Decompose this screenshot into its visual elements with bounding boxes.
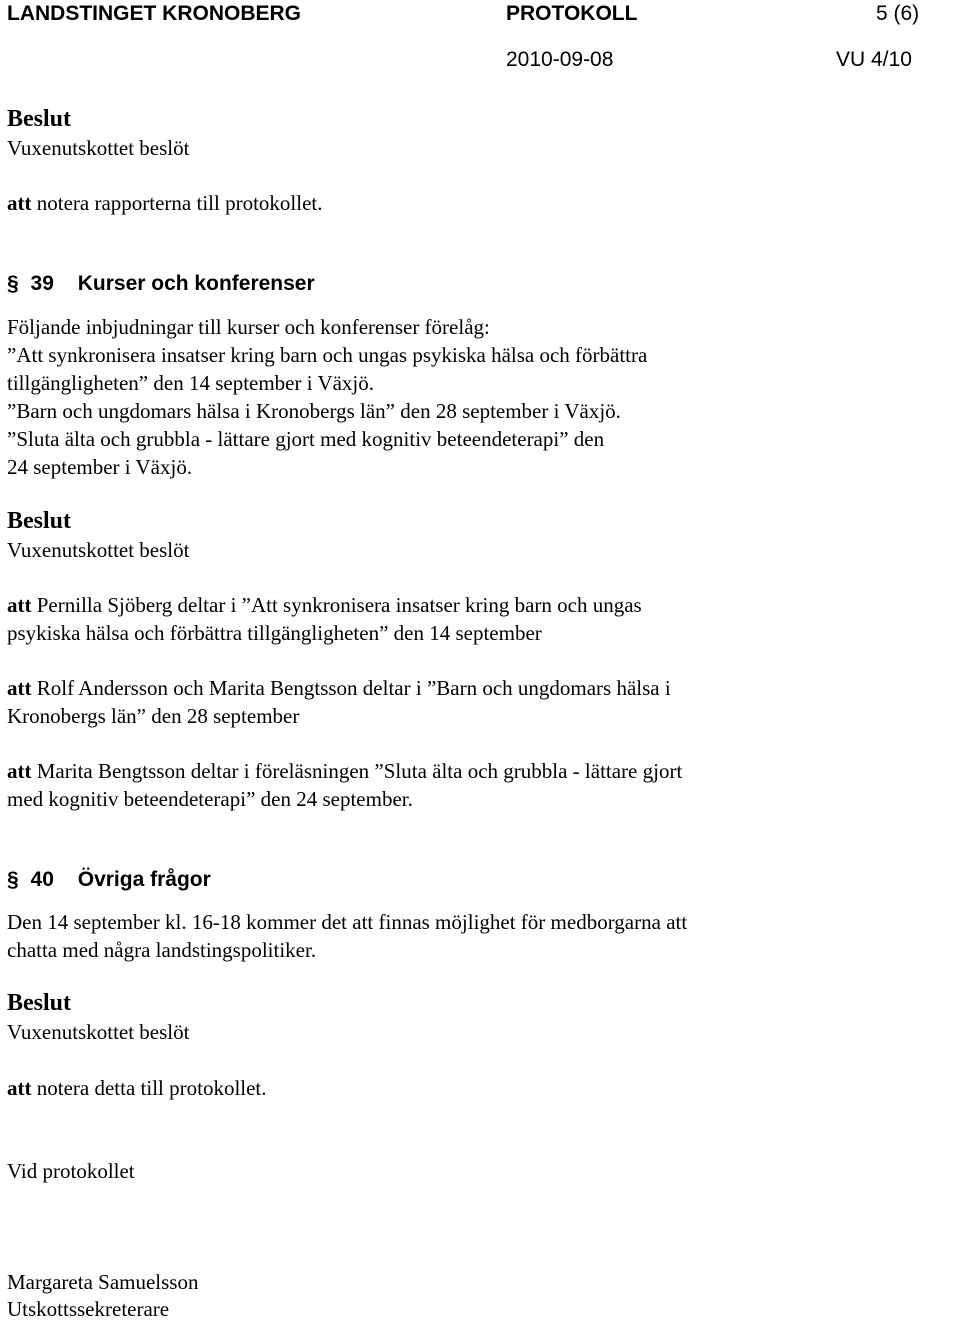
course-line: ”Sluta älta och grubbla - lättare gjort med kognitiv beteendeterapi” den: [7, 427, 605, 451]
decision-text: [7, 189, 323, 217]
decision-line: med kognitiv beteendeterapi” den 24 september.: [7, 787, 413, 811]
decided-by: Vuxenutskottet beslöt: [7, 1020, 190, 1044]
decision-item: [7, 757, 682, 813]
beslut-heading: Beslut: [7, 106, 72, 132]
section-number: 39: [30, 272, 54, 295]
organization-name: LANDSTINGET KRONOBERG: [7, 2, 301, 25]
course-line: ”Barn och ungdomars hälsa i Kronobergs län” den 28 september i Växjö.: [7, 399, 621, 423]
decision-line: psykiska hälsa och förbättra tillgängligheten” den 14 september: [7, 621, 542, 645]
section-39-heading: [7, 272, 315, 296]
text-line: chatta med några landstingspolitiker.: [7, 938, 317, 962]
decision-item: [7, 591, 642, 647]
document-reference: VU 4/10: [836, 48, 912, 71]
decided-by: Vuxenutskottet beslöt: [7, 136, 190, 160]
intro-line: Följande inbjudningar till kurser och konferenser förelåg:: [7, 315, 490, 339]
section-40-text: [7, 908, 687, 964]
decision-text: [7, 1074, 267, 1102]
att-word: att: [7, 1076, 32, 1100]
page-number: 5 (6): [876, 2, 920, 25]
signature-label: Vid protokollet: [7, 1159, 135, 1183]
signatory-name: Margareta Samuelsson: [7, 1270, 199, 1294]
decision-line: Kronobergs län” den 28 september: [7, 704, 300, 728]
course-line: 24 september i Växjö.: [7, 455, 193, 479]
decision-line: Pernilla Sjöberg deltar i ”Att synkronisera insatser kring barn och ungas: [31, 593, 642, 617]
course-line: tillgängligheten” den 14 september i Växjö.: [7, 371, 375, 395]
beslut-heading: Beslut: [7, 508, 72, 534]
decision-line: Rolf Andersson och Marita Bengtsson deltar i ”Barn och ungdomars hälsa i: [31, 676, 671, 700]
signatory-title: Utskottssekreterare: [7, 1297, 170, 1321]
beslut-heading: Beslut: [7, 990, 72, 1016]
decision-body: notera detta till protokollet.: [31, 1076, 267, 1100]
section-title: Kurser och konferenser: [77, 272, 315, 295]
section-number: 40: [30, 868, 54, 891]
document-date: 2010-09-08: [506, 48, 614, 71]
decided-by: Vuxenutskottet beslöt: [7, 538, 190, 562]
section-title: Övriga frågor: [77, 868, 211, 891]
document-type: PROTOKOLL: [506, 2, 638, 25]
att-word: att: [7, 676, 32, 700]
course-line: ”Att synkronisera insatser kring barn och ungas psykiska hälsa och förbättra: [7, 343, 648, 367]
att-word: att: [7, 191, 32, 215]
decision-body: notera rapporterna till protokollet.: [31, 191, 323, 215]
decision-item: [7, 674, 671, 730]
paragraph-symbol: §: [7, 868, 19, 891]
section-39-intro-text: [7, 313, 647, 481]
section-40-heading: [7, 868, 211, 892]
text-line: Den 14 september kl. 16-18 kommer det att finnas möjlighet för medborgarna att: [7, 910, 688, 934]
att-word: att: [7, 593, 32, 617]
paragraph-symbol: §: [7, 272, 19, 295]
att-word: att: [7, 759, 32, 783]
decision-line: Marita Bengtsson deltar i föreläsningen ”Sluta älta och grubbla - lättare gjort: [31, 759, 683, 783]
